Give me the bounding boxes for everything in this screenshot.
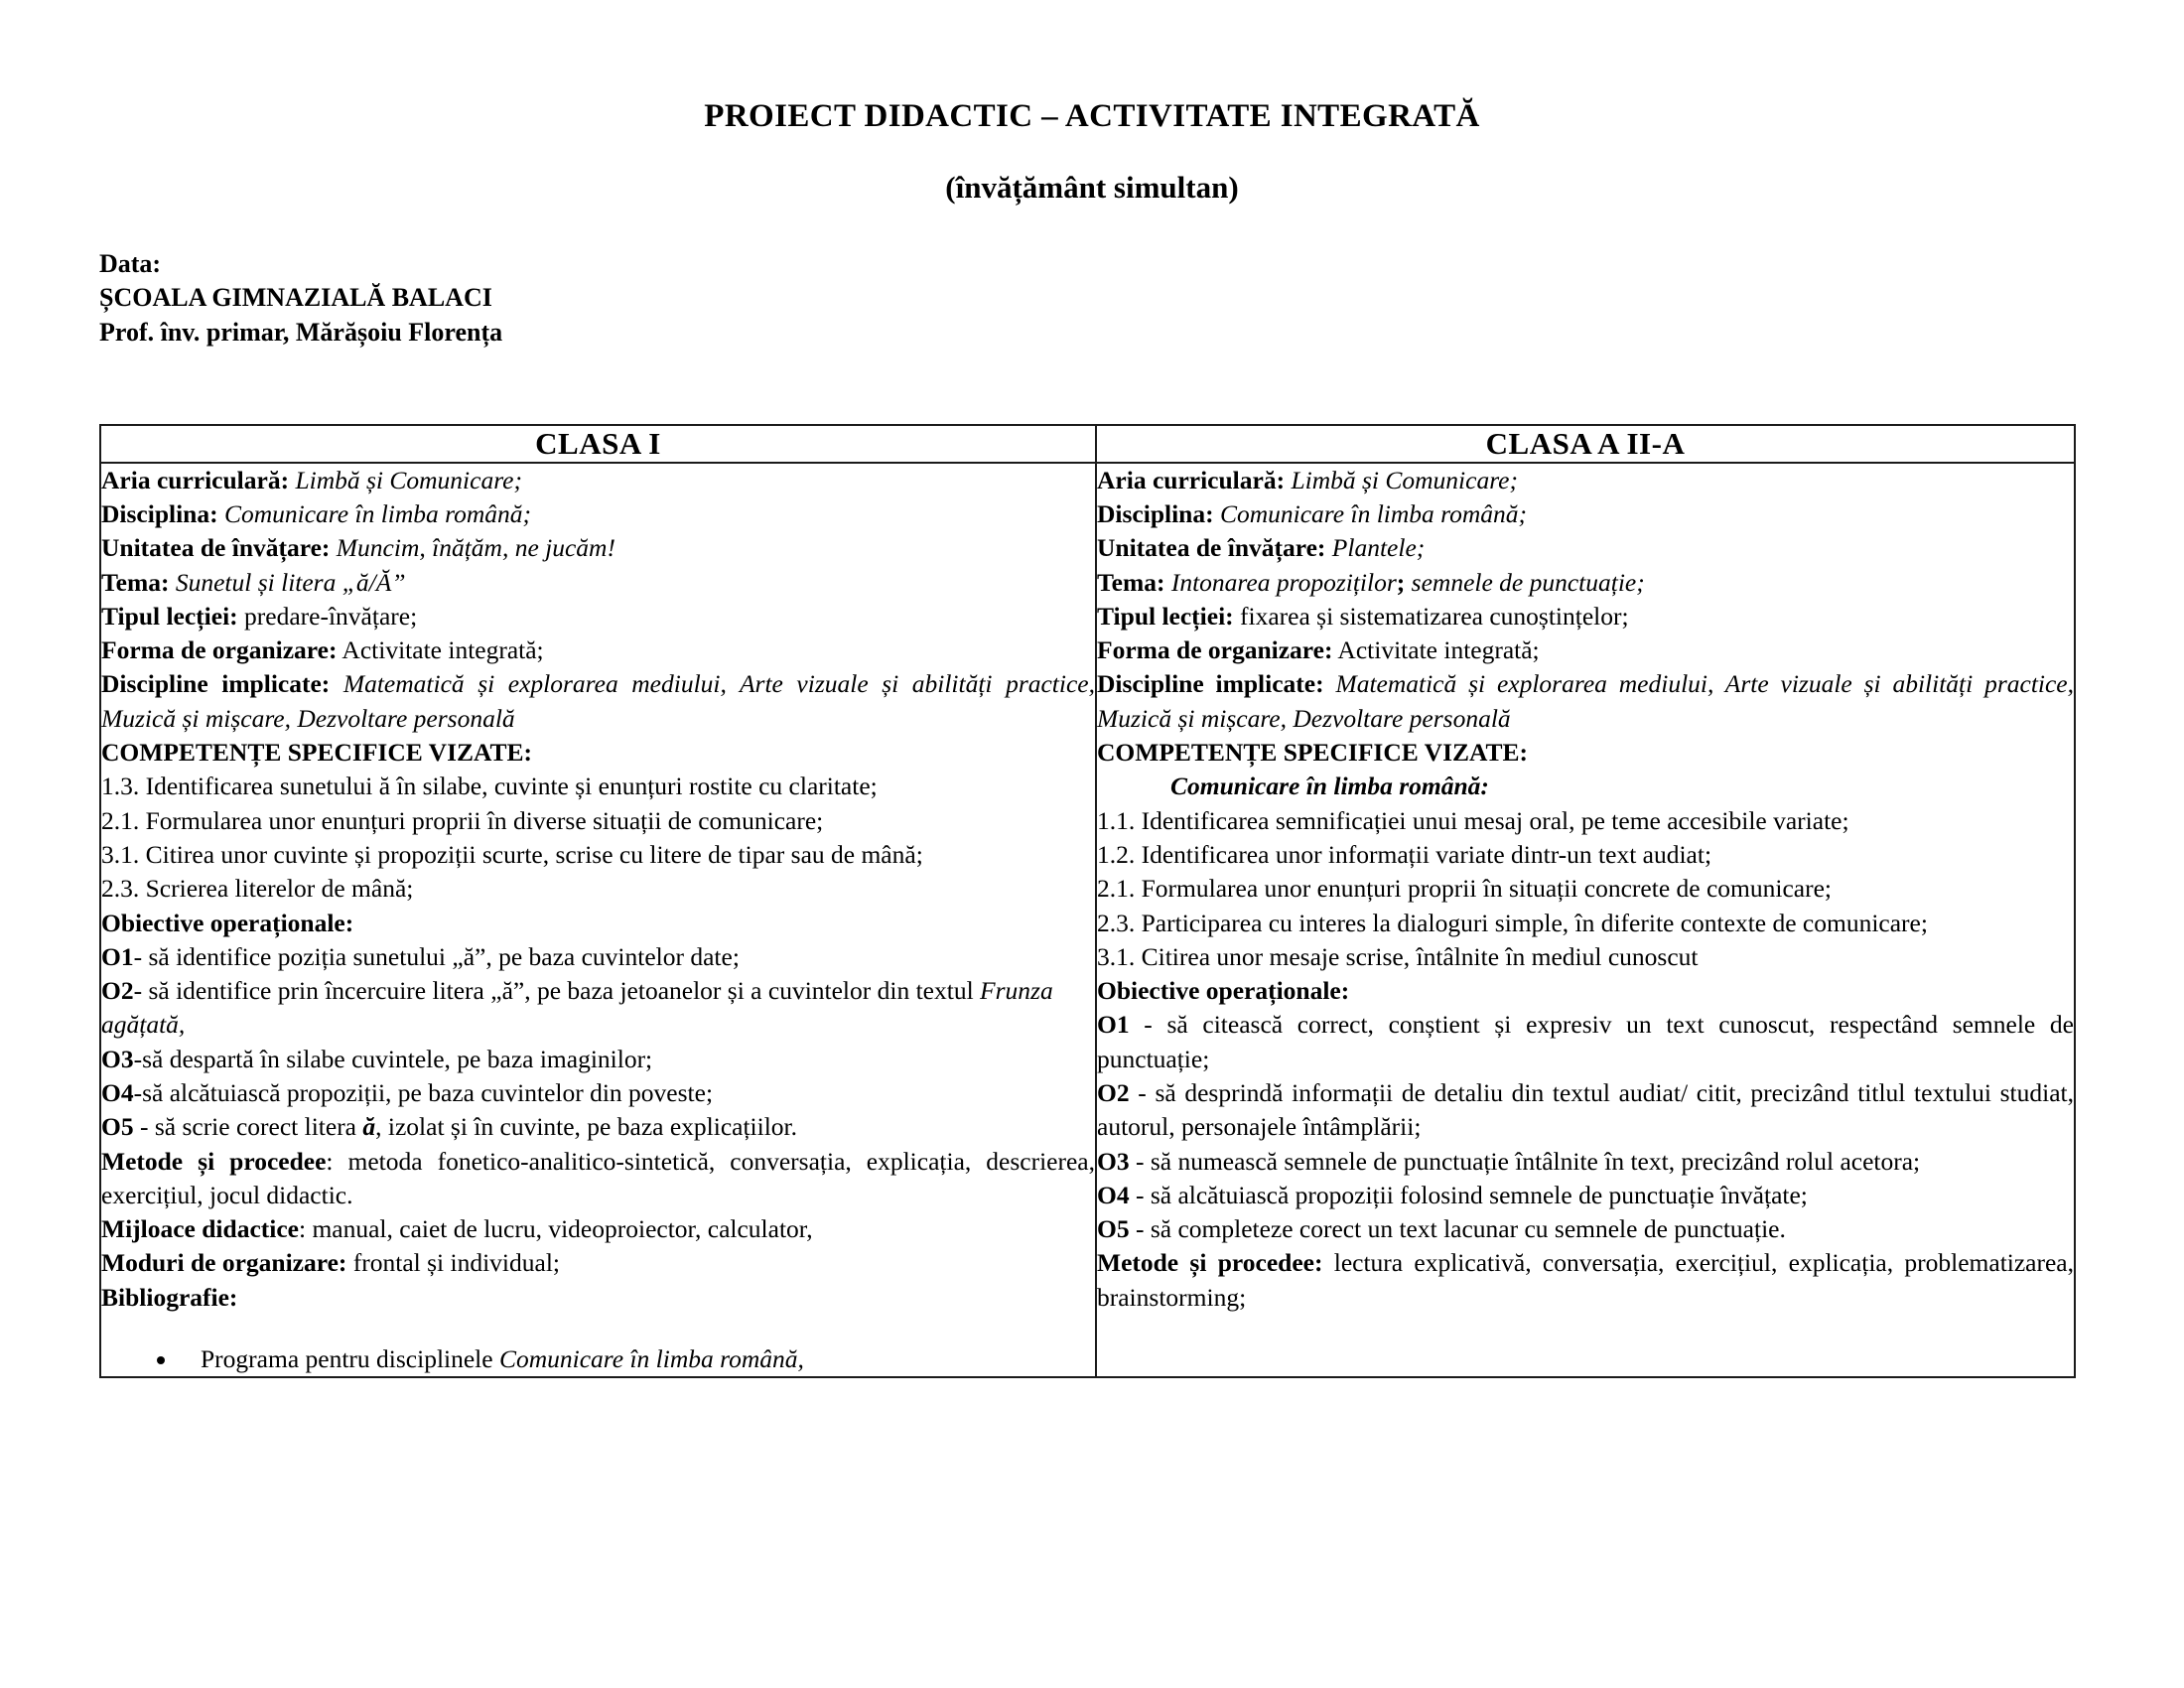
obiectiv-item xyxy=(1097,1179,2074,1212)
field-aria-curriculara xyxy=(101,464,1095,497)
value-tema-tail: semnele de punctuație; xyxy=(1405,567,1645,597)
obiectiv-code: O3 xyxy=(1097,1146,1130,1176)
value-mijloace-didactice: : manual, caiet de lucru, videoproiector, calculator, xyxy=(298,1214,813,1244)
table-body-row xyxy=(100,463,2075,1378)
subheading-comunicare-limba-romana: Comunicare în limba română: xyxy=(1170,772,1489,801)
label-unitatea: Unitatea de învățare: xyxy=(101,533,331,563)
title-block xyxy=(0,0,2184,206)
competenta-text: 1.2. Identificarea unor informații variate dintr-un text audiat; xyxy=(1097,839,1712,869)
label-disciplina: Disciplina: xyxy=(1097,498,1214,528)
field-tipul-lectiei xyxy=(1097,600,2074,633)
obiectiv-item xyxy=(101,974,1095,1043)
value-forma-organizare: Activitate integrată; xyxy=(337,635,544,665)
field-forma-organizare xyxy=(101,633,1095,667)
label-discipline-implicate: Discipline implicate: xyxy=(101,669,331,699)
obiectiv-text: - să identifice poziția sunetului „ă”, pe baza cuvintelor date; xyxy=(133,941,740,971)
competenta-text: 2.3. Scrierea literelor de mână; xyxy=(101,874,414,904)
value-tema: Sunetul și litera „ă/Ă” xyxy=(169,567,406,597)
obiectiv-code: O1 xyxy=(101,941,134,971)
obiectiv-text: - să scrie corect litera xyxy=(133,1112,363,1142)
obiectiv-code: O2 xyxy=(101,976,134,1006)
field-tipul-lectiei xyxy=(101,600,1095,633)
field-unitatea xyxy=(101,531,1095,565)
value-metode-procedee: : metoda fonetico-analitico-sintetică, conversația, explicația, descrierea, exercițiul, jocul didactic. xyxy=(101,1146,1095,1209)
competenta-item xyxy=(1097,940,2074,974)
competenta-item xyxy=(101,838,1095,872)
competenta-item xyxy=(1097,872,2074,906)
competenta-item xyxy=(101,804,1095,838)
value-forma-organizare: Activitate integrată; xyxy=(1332,635,1540,665)
table-header-row xyxy=(100,425,2075,463)
heading-obiective-label: Obiective operaționale: xyxy=(101,908,354,937)
competenta-item xyxy=(101,770,1095,803)
value-aria-curriculara: Limbă și Comunicare; xyxy=(1285,465,1518,494)
heading-competente-specifice: COMPETENȚE SPECIFICE VIZATE: xyxy=(101,738,533,768)
field-aria-curriculara xyxy=(1097,464,2074,497)
page-title: PROIECT DIDACTIC – ACTIVITATE INTEGRATĂ xyxy=(704,98,1480,134)
field-forma-organizare xyxy=(1097,633,2074,667)
label-metode-procedee: Metode și procedee xyxy=(101,1146,327,1176)
obiectiv-text: -să despartă în silabe cuvintele, pe baza imaginilor; xyxy=(133,1044,653,1073)
competenta-item xyxy=(1097,838,2074,872)
obiectiv-code: O4 xyxy=(101,1077,134,1107)
field-discipline-implicate xyxy=(101,667,1095,736)
heading-obiective-operationale: Obiective operaționale: xyxy=(1097,976,1350,1006)
obiectiv-text: - să citească correct, conștient și expresiv un text cunoscut, respectând semnele de punctuație; xyxy=(1097,1010,2074,1073)
obiectiv-item xyxy=(101,1043,1095,1076)
field-disciplina xyxy=(101,497,1095,531)
label-aria-curriculara: Aria curriculară: xyxy=(1097,465,1286,494)
label-disciplina: Disciplina: xyxy=(101,498,218,528)
value-disciplina: Comunicare în limba română; xyxy=(217,498,532,528)
field-unitatea xyxy=(1097,531,2074,565)
obiectiv-code: O5 xyxy=(101,1112,134,1142)
heading-competente-specifice: COMPETENȚE SPECIFICE VIZATE: xyxy=(1097,738,1529,768)
competenta-text: 2.3. Participarea cu interes la dialoguri simple, în diferite contexte de comunicare; xyxy=(1097,908,1928,937)
label-tipul-lectiei: Tipul lecției: xyxy=(1097,601,1234,631)
obiectiv-code: O1 xyxy=(1097,1010,1130,1040)
label-forma-organizare: Forma de organizare: xyxy=(1097,635,1333,665)
document-meta xyxy=(0,206,2184,351)
competenta-text: 1.1. Identificarea semnificației unui mesaj oral, pe teme accesibile variate; xyxy=(1097,805,1849,835)
competenta-text: 2.1. Formularea unor enunțuri proprii în diverse situații de comunicare; xyxy=(101,805,824,835)
biblio-text: Programa pentru disciplinele xyxy=(201,1344,499,1374)
label-unitatea: Unitatea de învățare: xyxy=(1097,533,1326,563)
column-header-class-1: CLASA I xyxy=(100,425,1096,463)
bibliografie-list xyxy=(101,1315,1095,1376)
field-mijloace-didactice xyxy=(101,1212,1095,1246)
field-moduri-organizare xyxy=(101,1246,1095,1280)
field-tema xyxy=(101,566,1095,600)
obiectiv-item xyxy=(1097,1212,2074,1246)
value-moduri-organizare: frontal și individual; xyxy=(346,1248,561,1278)
label-tipul-lectiei: Tipul lecției: xyxy=(101,601,238,631)
value-metode-procedee: lectura explicativă, conversația, exercițiul, explicația, problematizarea, brainstorming; xyxy=(1097,1248,2075,1312)
obiectiv-item xyxy=(101,1076,1095,1110)
obiectiv-text: -să alcătuiască propoziții, pe baza cuvintelor din poveste; xyxy=(133,1077,714,1107)
value-unitatea: Plantele; xyxy=(1325,533,1426,563)
field-metode-procedee xyxy=(101,1145,1095,1213)
competenta-text: 3.1. Citirea unor cuvinte și propoziții scurte, scrise cu litere de tipar sau de mână; xyxy=(101,839,923,869)
obiectiv-code: O2 xyxy=(1097,1077,1130,1107)
obiectiv-text-tail: , izolat și în cuvinte, pe baza explicațiilor. xyxy=(375,1112,797,1142)
column-header-class-2: CLASA A II-A xyxy=(1096,425,2075,463)
label-moduri-organizare: Moduri de organizare: xyxy=(101,1248,347,1278)
value-tipul-lectiei: predare-învățare; xyxy=(237,601,418,631)
obiectiv-text: - să numească semnele de punctuație întâlnite în text, precizând rolul acetora; xyxy=(1129,1146,1921,1176)
competenta-item xyxy=(101,872,1095,906)
competenta-text: 3.1. Citirea unor mesaje scrise, întâlnite în mediul cunoscut xyxy=(1097,941,1699,971)
field-metode-procedee xyxy=(1097,1246,2074,1315)
page-subtitle: (învățământ simultan) xyxy=(945,169,1239,205)
value-discipline-implicate: Matematică și explorarea mediului, Arte vizuale și abilități practice, Muzică și mișcare, Dezvoltare personală xyxy=(1097,669,2075,733)
label-forma-organizare: Forma de organizare: xyxy=(101,635,338,665)
obiectiv-item xyxy=(1097,1008,2074,1076)
heading-bibliografie: Bibliografie: xyxy=(101,1282,238,1312)
field-disciplina xyxy=(1097,497,2074,531)
obiectiv-text: - să alcătuiască propoziții folosind semnele de punctuație învățate; xyxy=(1129,1180,1808,1209)
competenta-item xyxy=(1097,804,2074,838)
label-aria-curriculara: Aria curriculară: xyxy=(101,465,290,494)
label-metode-procedee: Metode și procedee: xyxy=(1097,1248,1323,1278)
field-discipline-implicate xyxy=(1097,667,2074,736)
obiectiv-item xyxy=(1097,1145,2074,1179)
biblio-text-italic: Comunicare în limba română, xyxy=(498,1344,804,1374)
obiectiv-code: O4 xyxy=(1097,1180,1130,1209)
value-tipul-lectiei: fixarea și sistematizarea cunoștințelor; xyxy=(1233,601,1629,631)
value-tema-italic: Intonarea propoziților xyxy=(1164,567,1397,597)
obiectiv-text-italic: ă xyxy=(362,1112,376,1142)
label-discipline-implicate: Discipline implicate: xyxy=(1097,669,1324,699)
value-discipline-implicate: Matematică și explorarea mediului, Arte vizuale și abilități practice, Muzică și mișcare, Dezvoltare personală xyxy=(101,669,1095,733)
label-tema: Tema: xyxy=(1097,567,1165,597)
list-item xyxy=(179,1342,1095,1376)
competenta-item xyxy=(1097,907,2074,940)
obiectiv-code: O3 xyxy=(101,1044,134,1073)
label-mijloace-didactice: Mijloace didactice xyxy=(101,1214,299,1244)
meta-school-name: ȘCOALA GIMNAZIALĂ BALACI xyxy=(99,283,492,313)
obiectiv-item xyxy=(101,940,1095,974)
value-unitatea: Muncim, înățăm, ne jucăm! xyxy=(330,533,615,563)
value-aria-curriculara: Limbă și Comunicare; xyxy=(289,465,522,494)
obiectiv-text: - să desprindă informații de detaliu din textul audiat/ citit, precizând titlul textului studiat, autorul, personajele întâmplării; xyxy=(1097,1077,2074,1142)
value-tema-bold: ; xyxy=(1396,567,1406,597)
obiectiv-code: O5 xyxy=(1097,1214,1130,1244)
meta-date-label: Data: xyxy=(99,248,162,278)
lesson-plan-table xyxy=(99,424,2076,1378)
obiectiv-item xyxy=(1097,1076,2074,1145)
value-disciplina: Comunicare în limba română; xyxy=(1213,498,1528,528)
obiectiv-text: - să completeze corect un text lacunar cu semnele de punctuație. xyxy=(1129,1214,1786,1244)
label-tema: Tema: xyxy=(101,567,170,597)
field-tema xyxy=(1097,566,2074,600)
obiectiv-text-italic: Frunza agățată, xyxy=(101,976,1053,1040)
competenta-text: 1.3. Identificarea sunetului ă în silabe, cuvinte și enunțuri rostite cu claritate; xyxy=(101,772,878,801)
obiectiv-item xyxy=(101,1110,1095,1144)
heading-obiective-operationale xyxy=(101,907,1095,940)
competenta-text: 2.1. Formularea unor enunțuri proprii în situații concrete de comunicare; xyxy=(1097,874,1832,904)
meta-teacher-name: Prof. înv. primar, Mărășoiu Florența xyxy=(99,317,503,347)
obiectiv-text: - să identifice prin încercuire litera „ă”, pe baza jetoanelor și a cuvintelor din textul xyxy=(133,976,981,1006)
cell-class-1 xyxy=(100,463,1096,1378)
cell-class-2 xyxy=(1096,463,2075,1378)
